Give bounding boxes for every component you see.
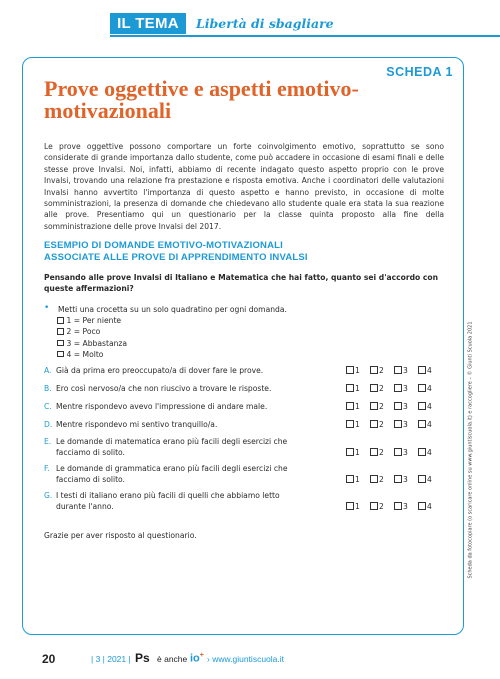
page-title: Prove oggettive e aspetti emotivo-motivazionali (44, 76, 359, 123)
item-options (346, 447, 446, 458)
item-letter: A. (44, 366, 52, 375)
option-2[interactable]: 2 (370, 501, 394, 512)
checkbox-icon[interactable] (370, 502, 378, 510)
option-1[interactable]: 1 (346, 419, 370, 430)
option-3[interactable]: 3 (394, 401, 418, 412)
item-options (346, 383, 446, 394)
page-number: 20 (42, 652, 56, 666)
item-text: Le domande di grammatica erano più facili degli esercizi che facciamo di solito. (56, 464, 288, 485)
option-4[interactable]: 4 (418, 447, 442, 458)
checkbox-icon[interactable] (394, 366, 402, 374)
item-letter: E. (44, 437, 52, 446)
option-4[interactable]: 4 (418, 501, 442, 512)
option-4[interactable]: 4 (418, 383, 442, 394)
checkbox-icon (57, 351, 64, 358)
section-label: IL TEMA (110, 13, 186, 34)
option-2[interactable]: 2 (370, 447, 394, 458)
legend-item: 1 = Per niente (57, 315, 127, 326)
checkbox-icon[interactable] (394, 448, 402, 456)
section-heading-line1: ESEMPIO DI DOMANDE EMOTIVO-MOTIVAZIONALI (44, 240, 283, 251)
item-options (346, 365, 446, 376)
item-options (346, 401, 446, 412)
checkbox-icon[interactable] (346, 420, 354, 428)
header-rule (110, 35, 500, 37)
option-3[interactable]: 3 (394, 447, 418, 458)
section-title: Libertà di sbagliare (196, 16, 334, 31)
checkbox-icon[interactable] (346, 384, 354, 392)
item-text: I testi di italiano erano più facili di quelli che abbiamo letto durante l'anno. (56, 491, 280, 512)
option-2[interactable]: 2 (370, 401, 394, 412)
item-options (346, 474, 446, 485)
checkbox-icon[interactable] (346, 402, 354, 410)
survey-question: Pensando alle prove Invalsi di Italiano e Matematica che hai fatto, quanto sei d'accordo con queste affermazioni? (44, 273, 439, 294)
item-text: Le domande di matematica erano più facili degli esercizi che facciamo di solito. (56, 437, 288, 458)
checkbox-icon[interactable] (418, 420, 426, 428)
item-text: Mentre rispondevo mi sentivo tranquillo/a. (56, 420, 218, 429)
item-letter: D. (44, 420, 53, 429)
header-bar (0, 13, 500, 34)
option-3[interactable]: 3 (394, 501, 418, 512)
option-1[interactable]: 1 (346, 501, 370, 512)
checkbox-icon (57, 328, 64, 335)
item-options (346, 419, 446, 430)
checkbox-icon[interactable] (370, 384, 378, 392)
option-2[interactable]: 2 (370, 365, 394, 376)
checkbox-icon[interactable] (370, 448, 378, 456)
option-2[interactable]: 2 (370, 474, 394, 485)
checkbox-icon[interactable] (418, 475, 426, 483)
option-2[interactable]: 2 (370, 383, 394, 394)
option-1[interactable]: 1 (346, 365, 370, 376)
issue-info: | 3 | 2021 | (91, 654, 131, 664)
io-logo: io+ (190, 652, 204, 665)
option-3[interactable]: 3 (394, 365, 418, 376)
legend-item: 2 = Poco (57, 326, 127, 337)
option-1[interactable]: 1 (346, 447, 370, 458)
checkbox-icon[interactable] (418, 384, 426, 392)
section-heading-line2: ASSOCIATE ALLE PROVE DI APPRENDIMENTO INVALSI (44, 252, 308, 263)
checkbox-icon (57, 317, 64, 324)
checkbox-icon[interactable] (346, 502, 354, 510)
checkbox-icon[interactable] (370, 420, 378, 428)
checkbox-icon (57, 340, 64, 347)
side-note (466, 275, 474, 625)
item-letter: B. (44, 384, 52, 393)
also-text: è anche (157, 654, 188, 664)
option-1[interactable]: 1 (346, 383, 370, 394)
checkbox-icon[interactable] (370, 402, 378, 410)
item-letter: F. (44, 464, 50, 473)
option-4[interactable]: 4 (418, 365, 442, 376)
option-4[interactable]: 4 (418, 419, 442, 430)
brand-logo: Ps (135, 651, 150, 665)
checkbox-icon[interactable] (346, 366, 354, 374)
checkbox-icon[interactable] (346, 475, 354, 483)
checkbox-icon[interactable] (394, 475, 402, 483)
item-text: Ero così nervoso/a che non riuscivo a trovare le risposte. (56, 384, 272, 393)
website-link[interactable]: › www.giuntiscuola.it (207, 654, 285, 664)
checkbox-icon[interactable] (394, 420, 402, 428)
item-letter: G. (44, 491, 53, 500)
bullet-icon: • (44, 303, 50, 313)
scheda-label: SCHEDA 1 (386, 65, 453, 79)
section-heading (44, 240, 308, 264)
option-4[interactable]: 4 (418, 474, 442, 485)
checkbox-icon[interactable] (418, 402, 426, 410)
option-2[interactable]: 2 (370, 419, 394, 430)
intro-paragraph: Le prove oggettive possono comportare un forte coinvolgimento emotivo, soprattutto se sono considerate di grande importanza dallo studente, come può accadere in occasione di esami finali e delle stesse prove Invalsi. Noi, infatti, abbiamo di recente indagato questo aspetto proprio con le prove Invalsi, trovando una relazione fra prestazione e risposta emotiva. Anche i coordinatori delle valutazioni Invalsi hanno avvertito l'importanza di questo aspetto e hanno previsto, in occasione di molte somministrazioni, la presenza di domande che chiedevano allo studente quale era stata la sua reazione alle prove. Presentiamo qui un questionario per la classe quinta proposto alla fine della somministrazione delle prove Invalsi del 2017. (44, 142, 444, 231)
item-text: Già da prima ero preoccupato/a di dover fare le prove. (56, 366, 264, 375)
page-footer (0, 650, 500, 670)
checkbox-icon[interactable] (418, 502, 426, 510)
item-text: Mentre rispondevo avevo l'impressione di andare male. (56, 402, 268, 411)
checkbox-icon[interactable] (370, 475, 378, 483)
legend-item: 3 = Abbastanza (57, 338, 127, 349)
option-1[interactable]: 1 (346, 401, 370, 412)
checkbox-icon[interactable] (394, 402, 402, 410)
instruction-text: Metti una crocetta su un solo quadratino per ogni domanda. (58, 305, 287, 314)
option-4[interactable]: 4 (418, 401, 442, 412)
option-1[interactable]: 1 (346, 474, 370, 485)
checkbox-icon[interactable] (394, 384, 402, 392)
checkbox-icon[interactable] (418, 448, 426, 456)
thanks-note: Grazie per aver risposto al questionario. (44, 531, 197, 540)
option-3[interactable]: 3 (394, 383, 418, 394)
item-options (346, 501, 446, 512)
option-3[interactable]: 3 (394, 419, 418, 430)
checkbox-icon[interactable] (346, 448, 354, 456)
item-letter: C. (44, 402, 52, 411)
legend-item: 4 = Molto (57, 349, 127, 360)
checkbox-icon[interactable] (418, 366, 426, 374)
checkbox-icon[interactable] (370, 366, 378, 374)
checkbox-icon[interactable] (394, 502, 402, 510)
option-3[interactable]: 3 (394, 474, 418, 485)
scale-legend (57, 315, 127, 360)
side-note-text: Scheda da fotocopiare (o scaricare online su www.giuntiscuola.it) e raccogliere – © Giunti Scuola 2021 (467, 321, 474, 579)
